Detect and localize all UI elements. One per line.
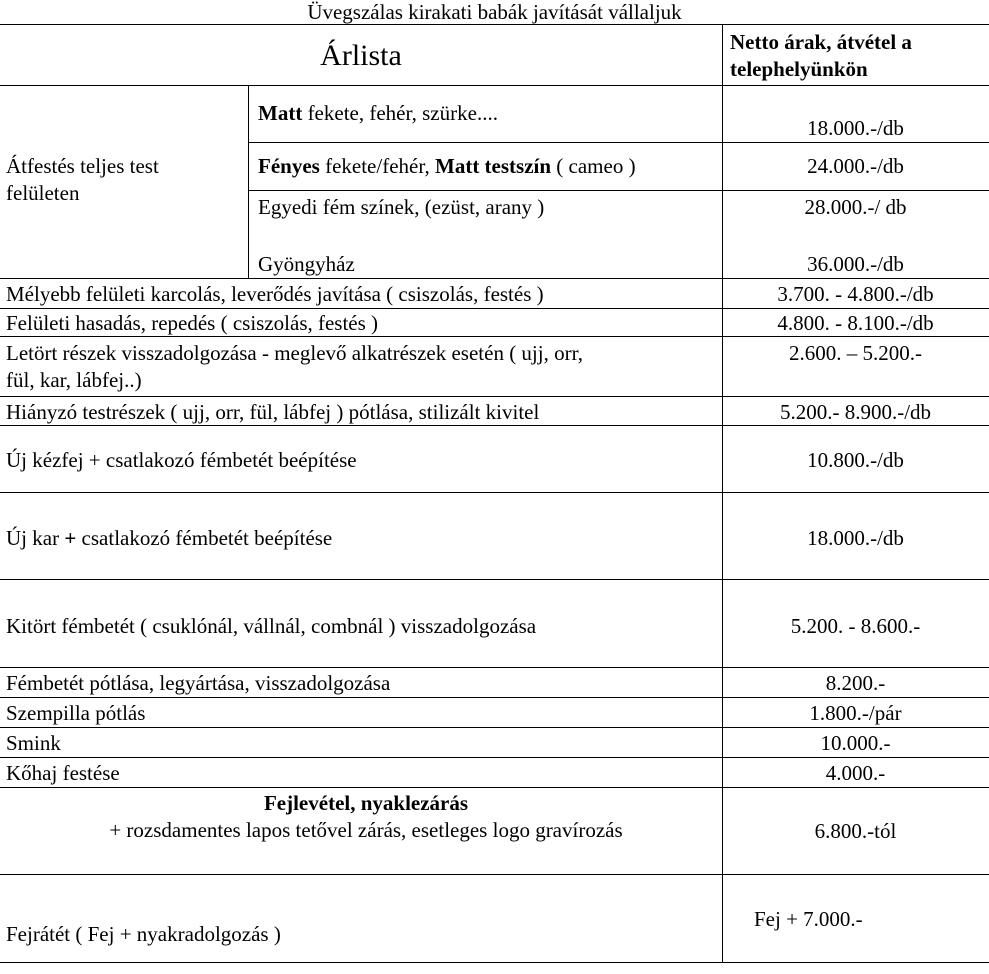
row-description: Új kézfej + csatlakozó fémbetét beépítése xyxy=(6,448,357,472)
row-description xyxy=(0,790,732,844)
row-description: Mélyebb felületi karcolás, leverődés javítása ( csiszolás, festés ) xyxy=(6,282,544,306)
option-text: ( cameo ) xyxy=(551,154,636,178)
row-description: Szempilla pótlás xyxy=(6,701,146,725)
price-cell: 4.800. - 8.100.-/db xyxy=(777,311,934,335)
row-divider xyxy=(248,142,989,143)
row-description: Kitört fémbetét ( csuklónál, vállnál, combnál ) visszadolgozása xyxy=(6,614,537,638)
row-description-heading: Fejlevétel, nyaklezárás xyxy=(263,791,469,815)
page-title: Árlista xyxy=(320,39,402,72)
price-cell: 18.000.-/db xyxy=(807,116,904,140)
price-table xyxy=(0,24,989,965)
price-cell: 18.000.-/db xyxy=(807,526,904,550)
row-description: Fémbetét pótlása, legyártása, visszadolgozása xyxy=(6,671,391,695)
price-cell: 10.000.- xyxy=(820,731,891,755)
row-divider xyxy=(0,874,989,875)
bold-text: Matt xyxy=(258,101,303,125)
price-cell: 4.000.- xyxy=(825,761,886,785)
row-divider xyxy=(0,308,989,309)
repaint-option-glossy xyxy=(258,153,636,180)
page-caption: Üvegszálas kirakati babák javítását vállaljuk xyxy=(307,0,682,24)
price-cell: 28.000.-/ db xyxy=(804,195,907,219)
row-divider xyxy=(0,396,989,397)
price-cell: 5.200.- 8.900.-/db xyxy=(779,400,932,424)
row-description: Kőhaj festése xyxy=(6,761,120,785)
row-divider xyxy=(0,757,989,758)
row-divider xyxy=(0,579,989,580)
row-divider xyxy=(0,667,989,668)
row-divider xyxy=(0,697,989,698)
repaint-label-line: felületen xyxy=(6,181,80,205)
price-column-header xyxy=(730,29,912,83)
row-divider xyxy=(0,492,989,493)
option-text: fekete, fehér, szürke.... xyxy=(302,101,498,125)
row-description: Smink xyxy=(6,731,61,755)
row-description: Fejrátét ( Fej + nyakradolgozás ) xyxy=(6,922,281,946)
option-text: fekete/fehér, xyxy=(319,154,435,178)
price-cell: 10.800.-/db xyxy=(807,448,904,472)
bold-text: Fényes xyxy=(258,154,320,178)
row-description-line: Letört részek visszadolgozása - meglevő alkatrészek esetén ( ujj, orr, xyxy=(6,341,583,365)
repaint-option-metal: Egyedi fém színek, (ezüst, arany ) xyxy=(258,195,545,219)
repaint-label-line: Átfestés teljes test xyxy=(6,154,159,178)
price-cell: 1.800.-/pár xyxy=(809,701,902,725)
row-description-line: fül, kar, lábfej..) xyxy=(6,368,142,392)
row-description-text: Új kar xyxy=(6,526,65,550)
table-border-bottom xyxy=(0,962,989,963)
row-divider xyxy=(0,85,989,86)
row-description xyxy=(6,525,332,552)
row-divider xyxy=(0,278,989,279)
row-description xyxy=(6,340,583,394)
bold-text: Matt testszín xyxy=(435,154,552,178)
price-cell: 6.800.-tól xyxy=(814,819,897,843)
row-description-text: csatlakozó fémbetét beépítése xyxy=(76,526,333,550)
price-cell: 8.200.- xyxy=(825,671,886,695)
repaint-option-matt xyxy=(258,100,498,127)
price-header-line: telephelyünkön xyxy=(730,57,868,81)
row-description: Felületi hasadás, repedés ( csiszolás, festés ) xyxy=(6,311,379,335)
table-border-top xyxy=(0,24,989,25)
row-divider xyxy=(248,190,989,191)
plus-sign: + xyxy=(64,526,77,550)
price-cell: 24.000.-/db xyxy=(807,154,904,178)
price-cell: 3.700. - 4.800.-/db xyxy=(777,282,934,306)
row-description-line: + rozsdamentes lapos tetővel zárás, esetleges logo gravírozás xyxy=(109,818,623,842)
row-divider xyxy=(0,787,989,788)
price-cell: Fej + 7.000.- xyxy=(754,907,863,931)
price-cell: 2.600. – 5.200.- xyxy=(789,341,922,365)
row-divider xyxy=(0,727,989,728)
price-header-line: Netto árak, átvétel a xyxy=(730,30,912,54)
repaint-option-pearl: Gyöngyház xyxy=(258,252,355,276)
repaint-label xyxy=(6,153,159,207)
price-cell: 36.000.-/db xyxy=(807,252,904,276)
price-cell: 5.200. - 8.600.- xyxy=(790,614,921,638)
column-divider xyxy=(248,85,249,279)
row-description: Hiányzó testrészek ( ujj, orr, fül, lábfej ) pótlása, stilizált kivitel xyxy=(6,400,540,424)
